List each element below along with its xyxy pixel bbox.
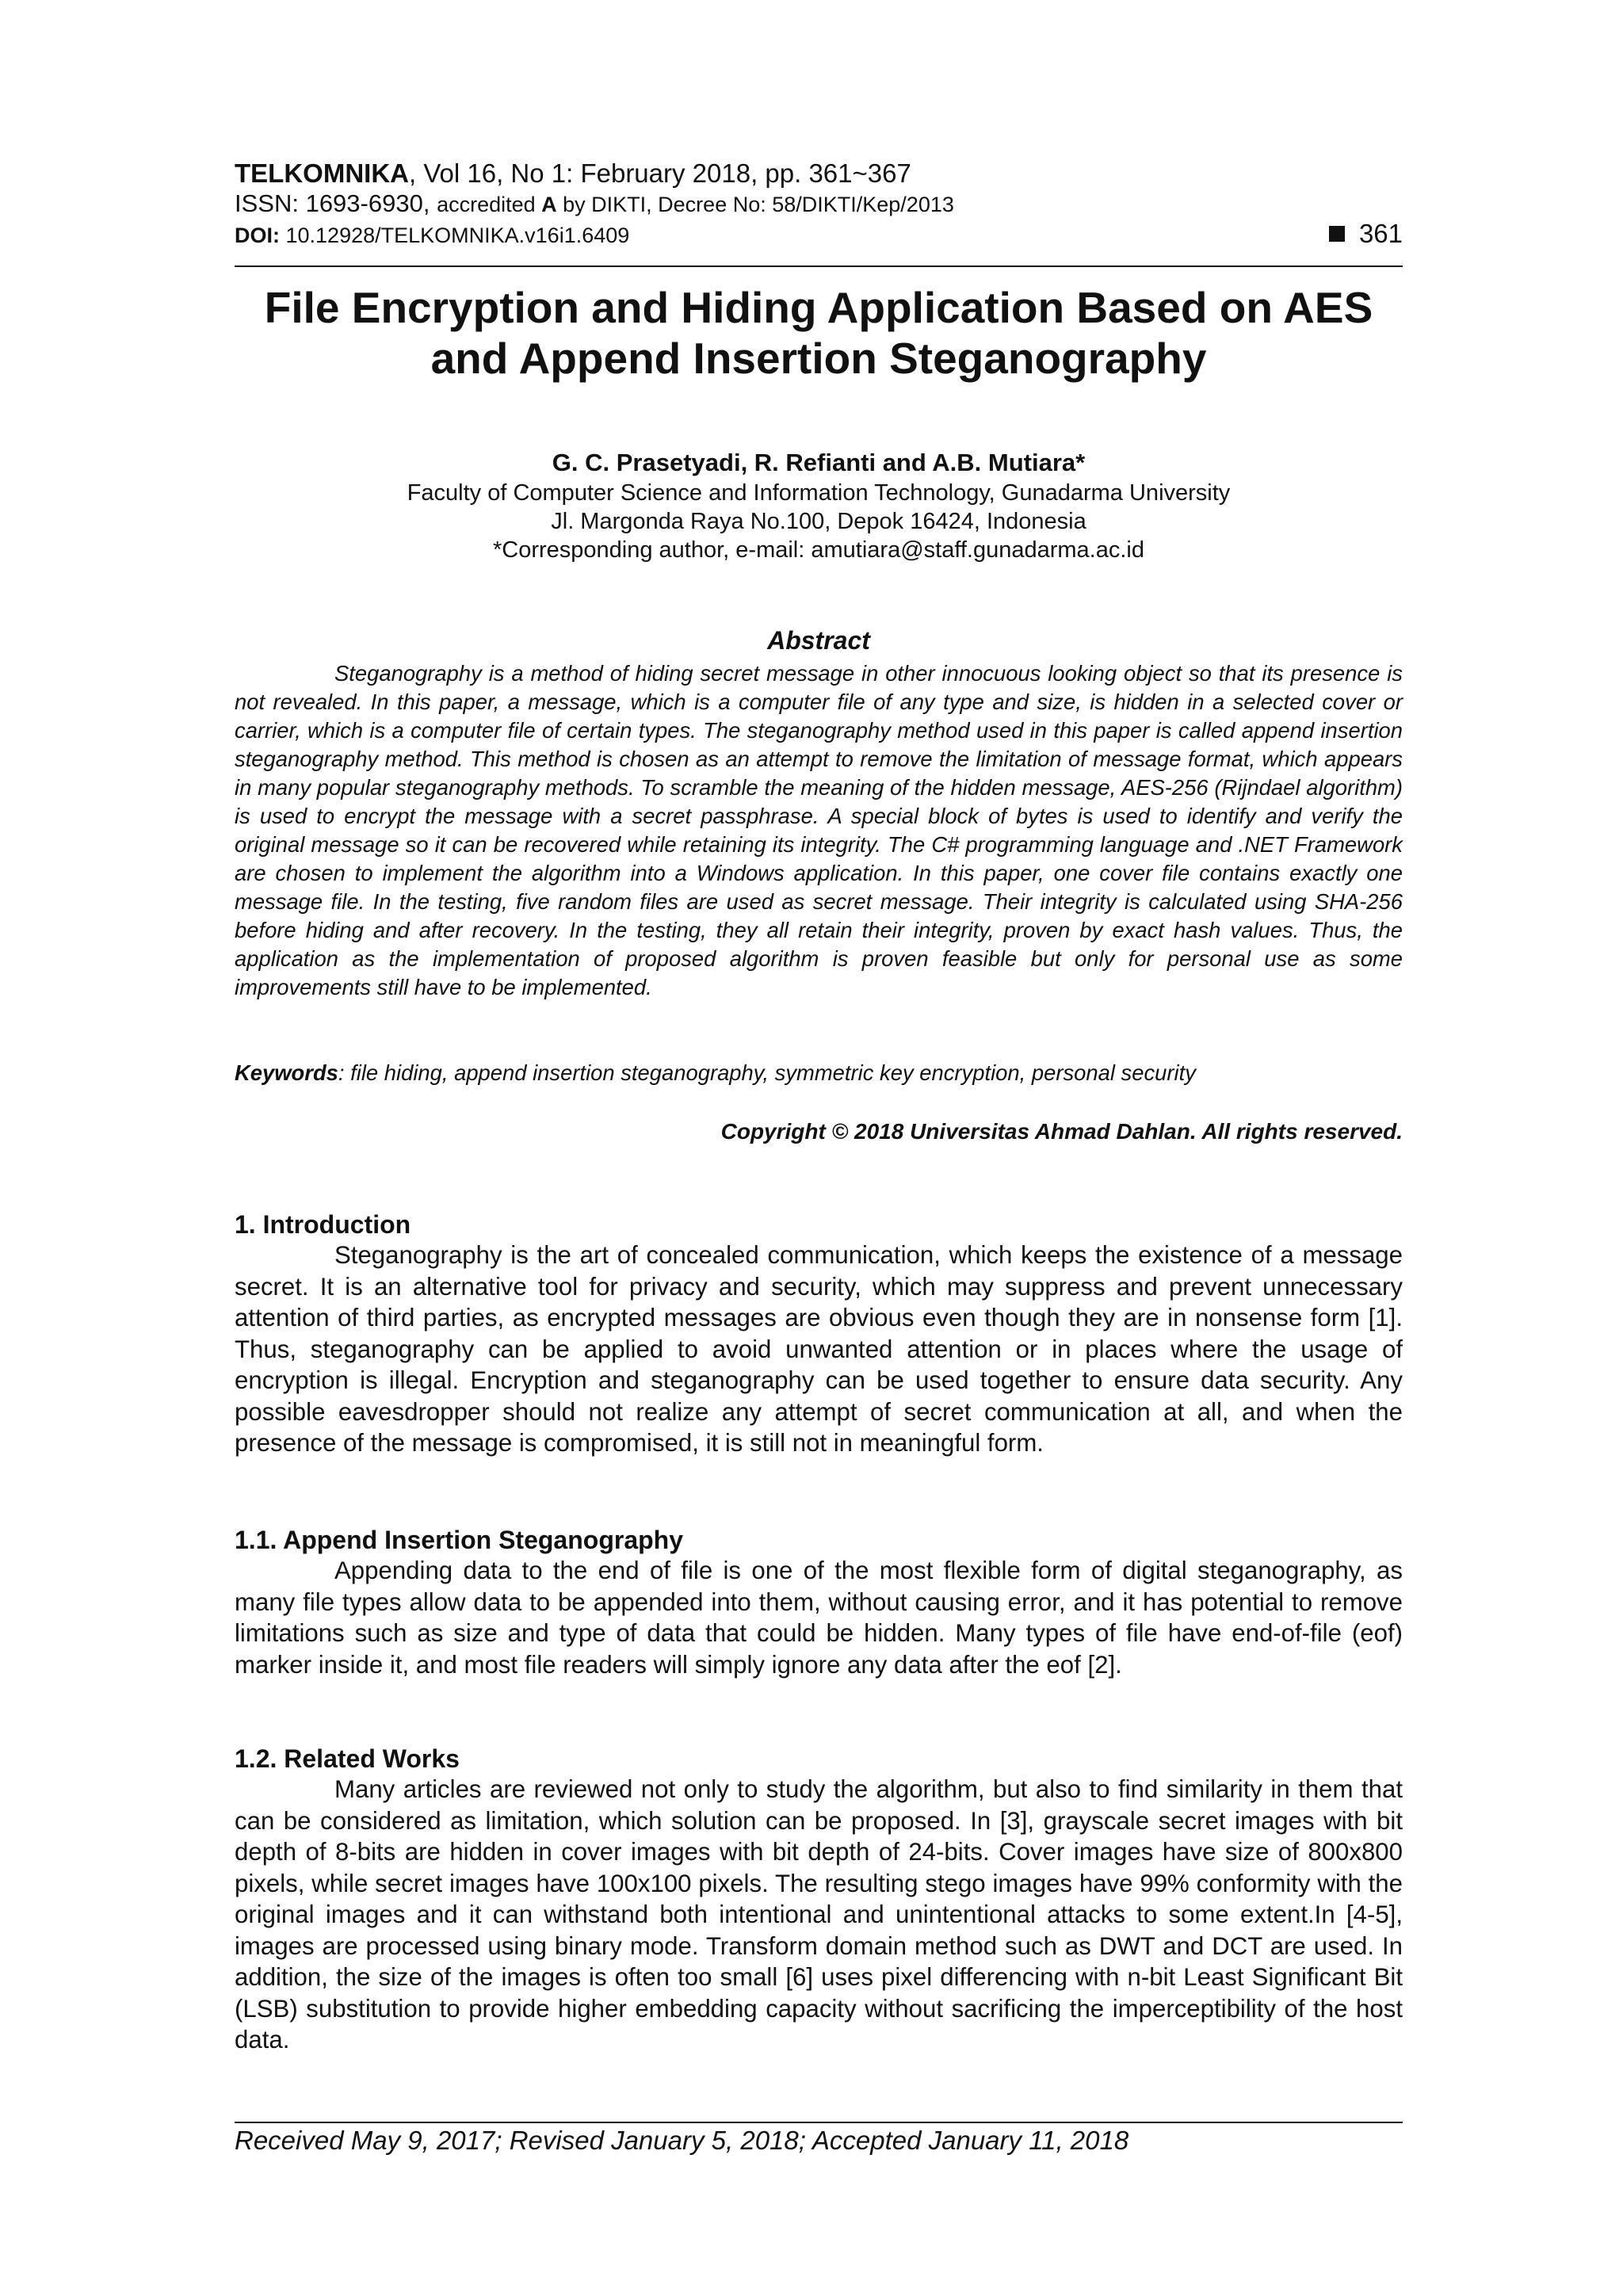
abstract-text: Steganography is a method of hiding secret message in other innocuous looking object so that its presence is not revealed. In this paper, a message, which is a computer file of any type and size, is hidden in a selected cover or carrier, which is a computer file of certain types. The steganography method used in this paper is called append insertion steganography method. This method is chosen as an attempt to remove the limitation of message format, which appears in many popular steganography methods. To scramble the meaning of the hidden message, AES-256 (Rijndael algorithm) is used to encrypt the message with a secret passphrase. A special block of bytes is used to identify and verify the original message so it can be recovered while retaining its integrity. The C# programming language and .NET Framework are chosen to implement the algorithm into a Windows application. In this paper, one cover file contains exactly one message file. In the testing, five random files are used as secret message. Their integrity is calculated using SHA-256 before hiding and after recovery. In the testing, they all retain their integrity, proven by exact hash values. Thus, the application as the implementation of proposed algorithm is proven feasible but only for personal use as some improvements still have to be implemented. bbox=[235, 661, 1403, 999]
header-rule bbox=[235, 266, 1403, 267]
header-line-issn bbox=[235, 189, 1403, 220]
affiliation bbox=[235, 479, 1403, 564]
journal-name: TELKOMNIKA bbox=[235, 159, 409, 188]
received-dates: Received May 9, 2017; Revised January 5, 2018; Accepted January 11, 2018 bbox=[235, 2126, 1129, 2155]
doi-value: 10.12928/TELKOMNIKA.v16i1.6409 bbox=[280, 223, 630, 247]
volume-info: , Vol 16, No 1: February 2018, pp. 361~367 bbox=[408, 159, 911, 188]
section-related-works bbox=[235, 1744, 1403, 2056]
affiliation-line: Jl. Margonda Raya No.100, Depok 16424, Indonesia bbox=[551, 509, 1086, 534]
title-line-1: File Encryption and Hiding Application Based on AES bbox=[264, 283, 1373, 332]
title-line-2: and Append Insertion Steganography bbox=[430, 334, 1207, 383]
affiliation-line: Faculty of Computer Science and Information Technology, Gunadarma University bbox=[407, 480, 1231, 506]
section-paragraph: Steganography is the art of concealed communication, which keeps the existence of a message secret. It is an alternative tool for privacy and security, which may suppress and prevent unnecessary attention of third parties, as encrypted messages are obvious even though they are in nonsense form [1]. Thus, steganography can be applied to avoid unwanted attention or in places where the usage of encryption is illegal. Encryption and steganography can be used together to ensure data security. Any possible eavesdropper should not realize any attempt of secret communication at all, and when the presence of the message is compromised, it is still not in meaningful form. bbox=[235, 1241, 1403, 1457]
doi-label: DOI: bbox=[235, 223, 280, 247]
accredited-suffix: by DIKTI, Decree No: 58/DIKTI/Kep/2013 bbox=[556, 193, 954, 216]
authors: G. C. Prasetyadi, R. Refianti and A.B. Mutiara* bbox=[552, 449, 1086, 476]
section-paragraph: Many articles are reviewed not only to study the algorithm, but also to find similarity in them that can be considered as limitation, which solution can be proposed. In [3], grayscale secret images with bit depth of 8-bits are hidden in cover images with bit depth of 24-bits. Cover images have size of 800x800 pixels, while secret images have 100x100 pixels. The resulting stego images have 99% conformity with the original images and it can withstand both intentional and unintentional attacks to some extent.In [4-5], images are processed using binary mode. Transform domain method such as DWT and DCT are used. In addition, the size of the images is often too small [6] uses pixel differencing with n-bit Least Significant Bit (LSB) substitution to provide higher embedding capacity without sacrificing the imperceptibility of the host data. bbox=[235, 1775, 1403, 2053]
section-paragraph: Appending data to the end of file is one of the most flexible form of digital steganography, as many file types allow data to be appended into them, without causing error, and it has potential to remove limitations such as size and type of data that could be hidden. Many types of file have end-of-file (eof) marker inside it, and most file readers will simply ignore any data after the eof [2]. bbox=[235, 1557, 1403, 1679]
square-bullet-icon bbox=[1329, 226, 1345, 242]
page-number: 361 bbox=[1358, 219, 1403, 248]
section-heading: 1.1. Append Insertion Steganography bbox=[235, 1526, 683, 1554]
section-introduction bbox=[235, 1209, 1403, 1459]
header-line-doi bbox=[235, 220, 1403, 250]
corresponding-author: *Corresponding author, e-mail: amutiara@staff.gunadarma.ac.id bbox=[492, 537, 1144, 563]
accredited-prefix: accredited bbox=[437, 193, 542, 216]
issn: ISSN: 1693-6930, bbox=[235, 189, 437, 217]
page-number-block bbox=[1329, 219, 1403, 249]
abstract-heading: Abstract bbox=[767, 626, 870, 655]
section-heading: 1. Introduction bbox=[235, 1210, 411, 1239]
paper-title bbox=[235, 282, 1403, 384]
header-line-journal bbox=[235, 159, 1403, 189]
journal-header bbox=[235, 159, 1403, 250]
keywords-text: : file hiding, append insertion steganography, symmetric key encryption, personal security bbox=[338, 1060, 1196, 1085]
accredited-grade: A bbox=[541, 193, 557, 216]
keywords bbox=[235, 1060, 1403, 1086]
section-heading: 1.2. Related Works bbox=[235, 1744, 460, 1773]
section-append-insertion bbox=[235, 1525, 1403, 1680]
copyright-notice: Copyright © 2018 Universitas Ahmad Dahlan. All rights reserved. bbox=[720, 1119, 1403, 1144]
keywords-label: Keywords bbox=[235, 1060, 338, 1085]
footer-rule bbox=[235, 2122, 1403, 2123]
